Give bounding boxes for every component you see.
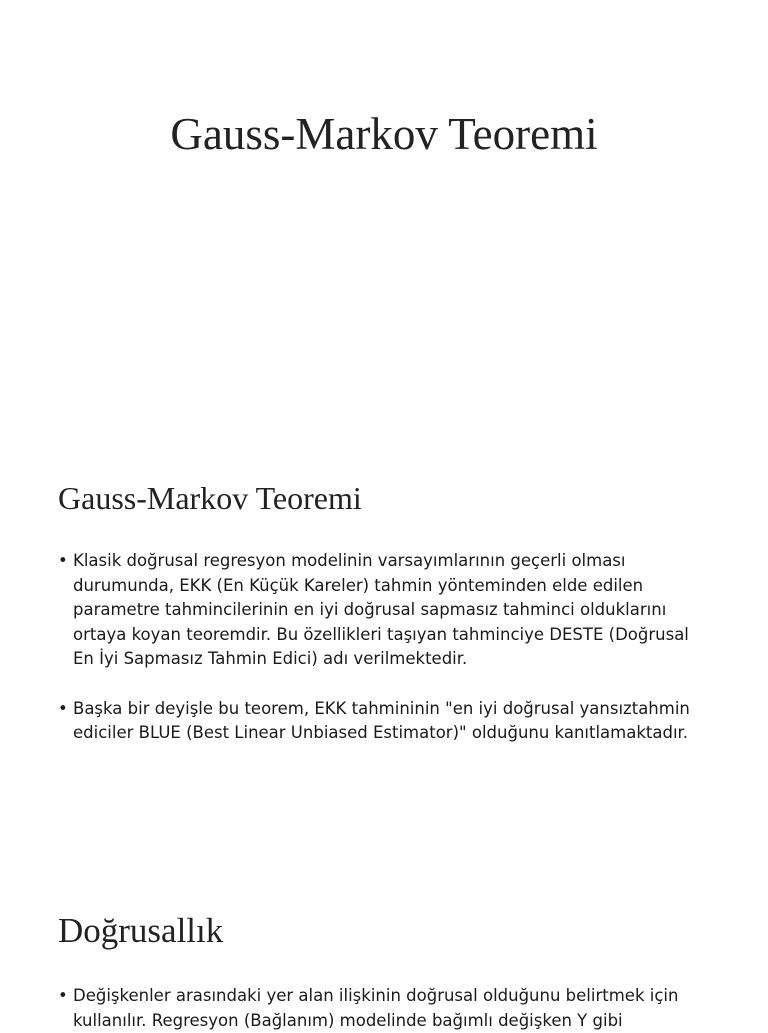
slide-3-bullet-list <box>58 984 708 1033</box>
slide-1-title: Gauss-Markov Teoremi <box>170 109 598 159</box>
bullet-text: Klasik doğrusal regresyon modelinin varsayımlarının geçerli olması durumunda, EKK (En Küçük Kareler) tahmin yönteminden elde edilen parametre tahmincilerinin en iyi doğrusal sapmasız tahminci olduklarını ortaya koyan teoremdir. Bu özellikleri taşıyan tahminciye DESTE (Doğrusal En İyi Sapmasız Tahmin Edici) adı verilmektedir. <box>73 551 689 668</box>
bullet-dot: • <box>58 986 68 1005</box>
slide-2-bullet-1 <box>58 549 708 672</box>
slide-3-bullet-1 <box>58 984 708 1033</box>
bullet-text: Başka bir deyişle bu teorem, EKK tahmininin "en iyi doğrusal yansıztahmin ediciler BLUE (Best Linear Unbiased Estimator)" olduğunu kanıtlamaktadır. <box>73 698 690 742</box>
bullet-text: Değişkenler arasındaki yer alan ilişkinin doğrusal olduğunu belirtmek için kullanılır. Regresyon (Bağlanım) modelinde bağımlı değişken Y gibi <box>73 986 679 1030</box>
slide-2-bullet-list <box>58 549 708 746</box>
slide-2-bullet-2 <box>58 697 708 746</box>
slide-3-title: Doğrusallık <box>58 911 224 950</box>
bullet-dot: • <box>58 551 68 570</box>
slide-2-title: Gauss-Markov Teoremi <box>58 480 362 516</box>
slide-1 <box>0 0 768 440</box>
bullet-dot: • <box>58 698 68 718</box>
